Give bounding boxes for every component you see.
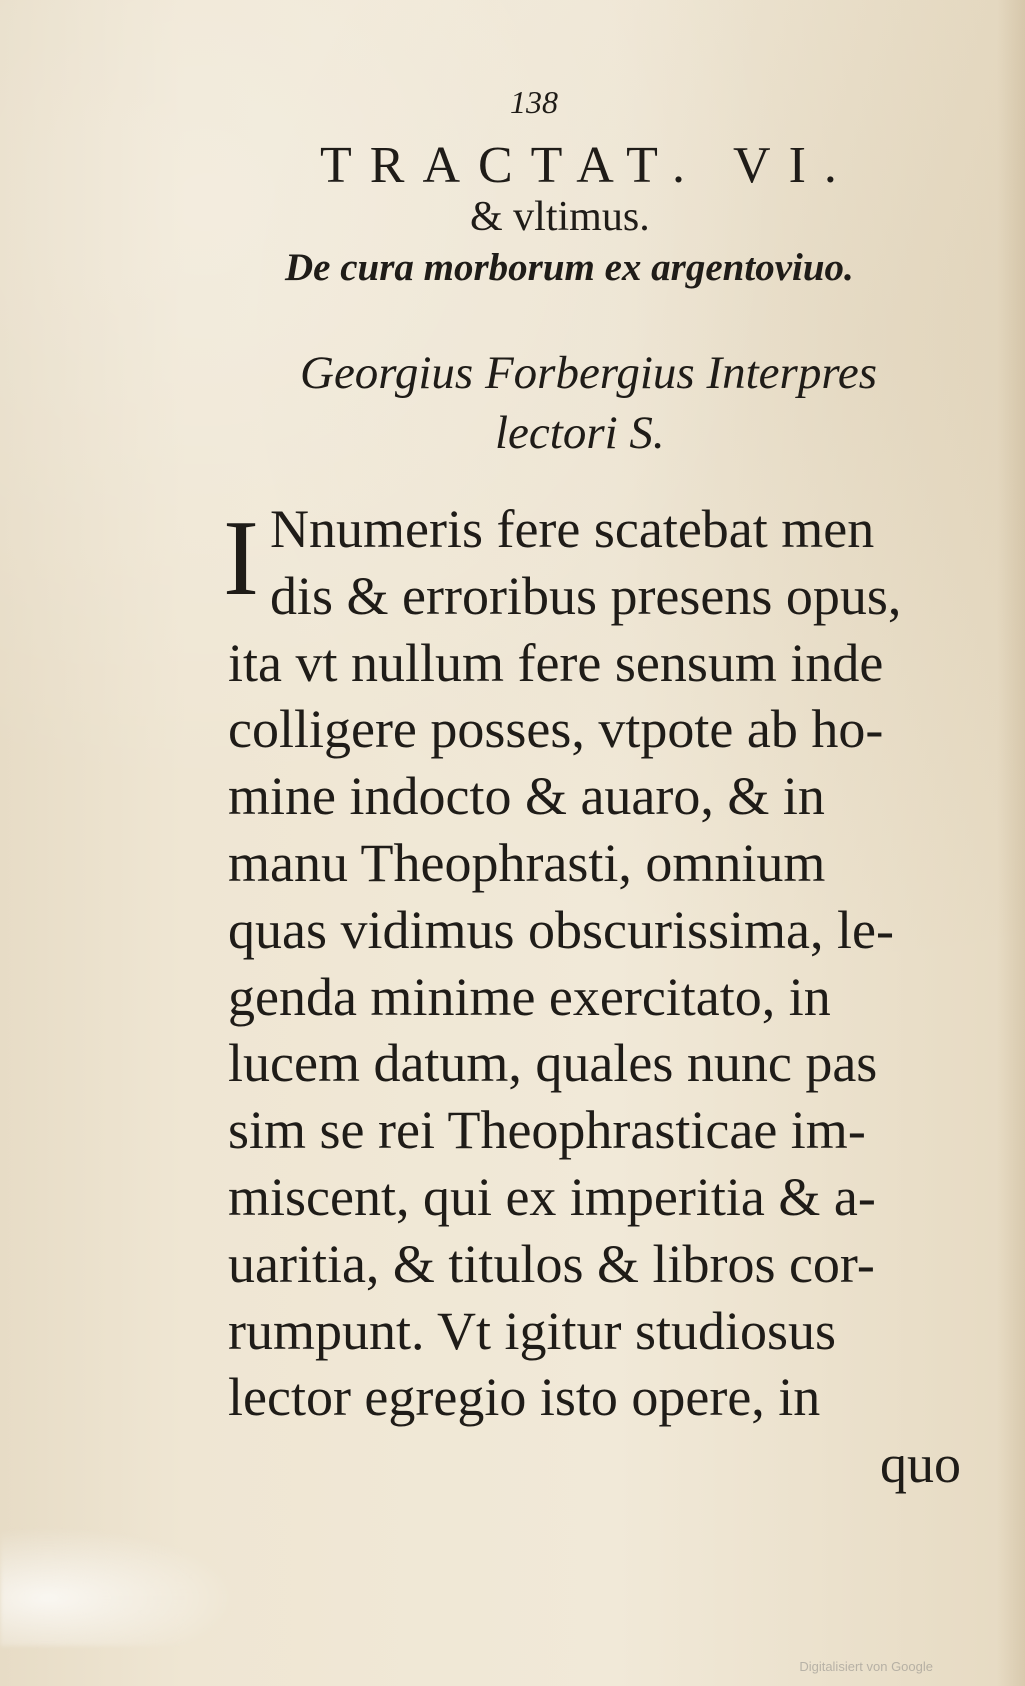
paper-stain (0, 1526, 240, 1646)
body-text-block (228, 496, 961, 1498)
interpreter-line-1: Georgius Forbergius Interpres (300, 347, 878, 399)
body-line: dis & erroribus presens opus, (270, 565, 902, 626)
body-line: manu Theophrasti, omnium (228, 832, 826, 893)
body-line: mine indocto & auaro, & in (228, 766, 825, 827)
body-line: rumpunt. Vt igitur studiosus (228, 1300, 837, 1361)
body-line: quas vidimus obscurissima, le- (228, 899, 894, 960)
body-line: uaritia, & titulos & libros cor- (228, 1233, 875, 1294)
body-line: ita vt nullum fere sensum inde (228, 632, 884, 693)
page-number: 138 (510, 84, 558, 120)
body-line: miscent, qui ex imperitia & a- (228, 1166, 876, 1227)
chapter-subject: De cura morborum ex argentoviuo. (285, 246, 854, 289)
drop-cap-letter: I (223, 499, 259, 618)
catchword: quo (880, 1434, 961, 1495)
body-line: colligere posses, vtpote ab ho- (228, 699, 884, 760)
body-line: sim se rei Theophrasticae im- (228, 1100, 866, 1161)
digitization-watermark: Digitalisiert von Google (799, 1659, 933, 1674)
tract-title: TRACTAT. VI. (320, 137, 855, 194)
page-edge-shadow (997, 0, 1025, 1686)
body-line: lucem datum, quales nunc pas (228, 1033, 878, 1094)
body-line: genda minime exercitato, in (228, 966, 831, 1027)
body-line: lector egregio isto opere, in (228, 1367, 821, 1428)
interpreter-line-2: lectori S. (495, 407, 665, 459)
body-line: Nnumeris fere scatebat men (270, 499, 875, 559)
tract-subtitle: & vltimus. (470, 194, 650, 240)
